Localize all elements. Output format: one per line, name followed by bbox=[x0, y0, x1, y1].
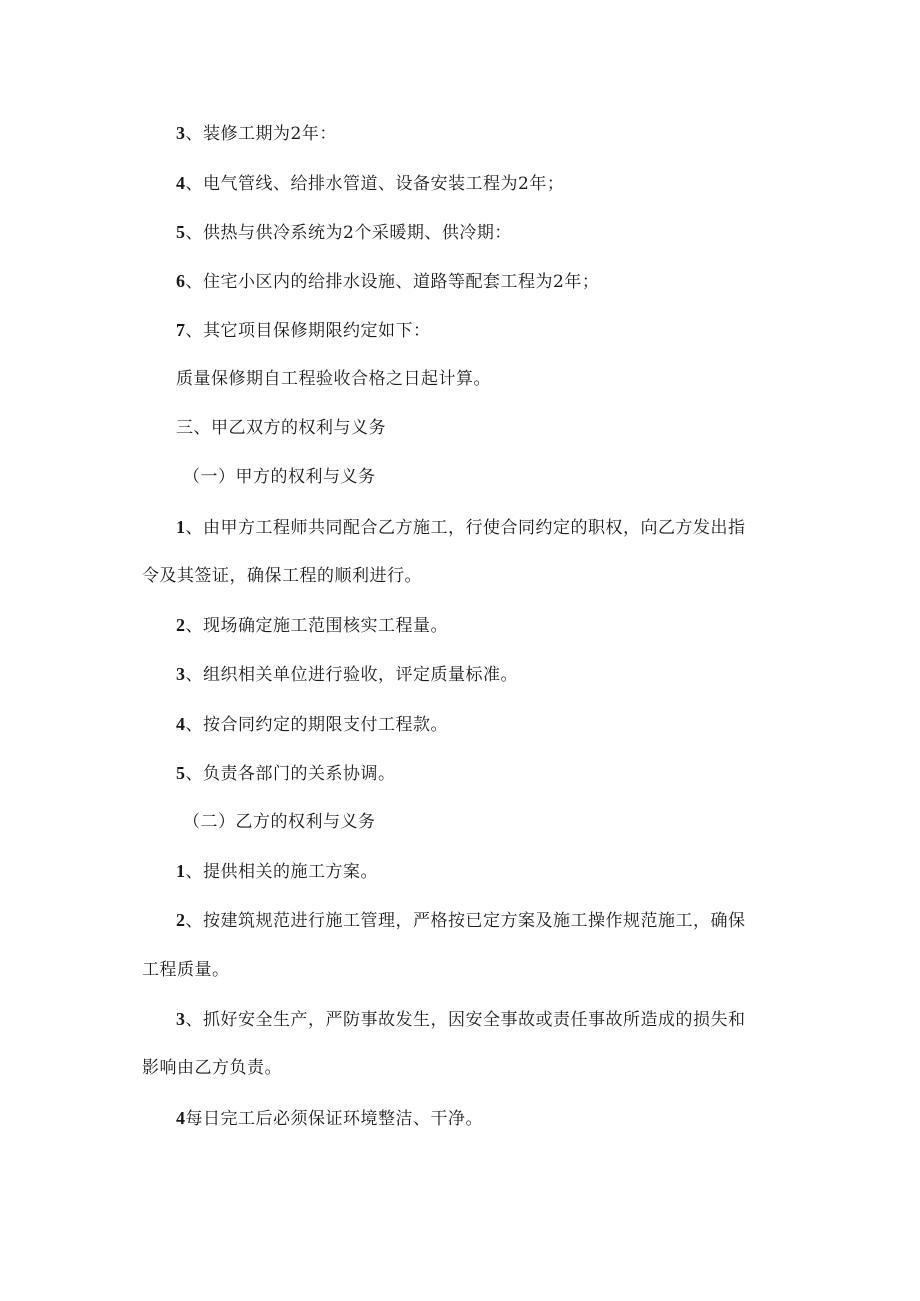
clause-number: 1 bbox=[176, 517, 186, 537]
clause-text: 、抓好安全生产，严防事故发生，因安全事故或责任事故所造成的损失和 bbox=[185, 1010, 746, 1030]
clause-text: 、按合同约定的期限支付工程款。 bbox=[185, 715, 448, 735]
clause-text: 、供热与供冷系统为2个采暖期、供冷期： bbox=[185, 223, 512, 243]
clause-number: 3 bbox=[176, 123, 186, 143]
party-a-clause-2 bbox=[176, 613, 448, 638]
clause-text: 影响由乙方负责。 bbox=[142, 1058, 282, 1078]
clause-number: 4 bbox=[176, 1108, 186, 1128]
clause-text: 、负责各部门的关系协调。 bbox=[185, 764, 396, 784]
party-b-clause-3-continued bbox=[142, 1056, 282, 1080]
clause-number: 2 bbox=[176, 910, 186, 930]
clause-number: 4 bbox=[176, 173, 186, 193]
heading-text: 三、甲乙双方的权利与义务 bbox=[176, 418, 386, 438]
clause-text: 、装修工期为2年： bbox=[185, 124, 337, 144]
party-a-clause-3 bbox=[176, 662, 518, 687]
clause-text: 、按建筑规范进行施工管理，严格按已定方案及施工操作规范施工，确保 bbox=[185, 911, 746, 931]
clause-text: 、组织相关单位进行验收，评定质量标准。 bbox=[185, 665, 518, 685]
clause-5-heating-cooling bbox=[176, 220, 512, 245]
warranty-start-note bbox=[176, 367, 491, 391]
clause-number: 4 bbox=[176, 714, 186, 734]
clause-text: 、由甲方工程师共同配合乙方施工，行使合同约定的职权，向乙方发出指 bbox=[185, 518, 746, 538]
clause-text: 、提供相关的施工方案。 bbox=[185, 862, 378, 882]
section-heading-three bbox=[176, 416, 386, 440]
clause-number: 1 bbox=[176, 861, 186, 881]
party-b-clause-4 bbox=[176, 1106, 483, 1131]
clause-number: 5 bbox=[176, 763, 186, 783]
paragraph-text: 质量保修期自工程验收合格之日起计算。 bbox=[176, 369, 491, 389]
clause-number: 3 bbox=[176, 1009, 186, 1029]
party-b-clause-3 bbox=[176, 1007, 746, 1032]
party-b-clause-2 bbox=[176, 908, 746, 933]
heading-text: （一）甲方的权利与义务 bbox=[183, 467, 376, 487]
subsection-heading-party-a bbox=[183, 465, 376, 489]
clause-text: 、现场确定施工范围核实工程量。 bbox=[185, 616, 448, 636]
party-a-clause-4 bbox=[176, 712, 448, 737]
clause-text: 、电气管线、给排水管道、设备安装工程为2年； bbox=[185, 174, 565, 194]
clause-number: 3 bbox=[176, 664, 186, 684]
heading-text: （二）乙方的权利与义务 bbox=[183, 812, 376, 832]
party-a-clause-5 bbox=[176, 761, 396, 786]
clause-number: 5 bbox=[176, 222, 186, 242]
clause-number: 2 bbox=[176, 615, 186, 635]
party-a-clause-1 bbox=[176, 515, 746, 540]
clause-text: 、住宅小区内的给排水设施、道路等配套工程为2年； bbox=[185, 272, 600, 292]
clause-text: 令及其签证，确保工程的顺利进行。 bbox=[142, 566, 422, 586]
clause-7-other-items bbox=[176, 318, 431, 343]
clause-4-electrical bbox=[176, 171, 564, 196]
clause-text: 、其它项目保修期限约定如下： bbox=[185, 321, 431, 341]
clause-number: 7 bbox=[176, 320, 186, 340]
subsection-heading-party-b bbox=[183, 810, 376, 834]
clause-number: 6 bbox=[176, 271, 186, 291]
clause-6-residential bbox=[176, 269, 599, 294]
party-b-clause-2-continued bbox=[142, 958, 230, 982]
clause-text: 工程质量。 bbox=[142, 960, 230, 980]
party-b-clause-1 bbox=[176, 859, 378, 884]
clause-text: 每日完工后必须保证环境整洁、干净。 bbox=[185, 1109, 483, 1129]
clause-3-decoration-period bbox=[176, 121, 337, 146]
party-a-clause-1-continued bbox=[142, 564, 422, 588]
